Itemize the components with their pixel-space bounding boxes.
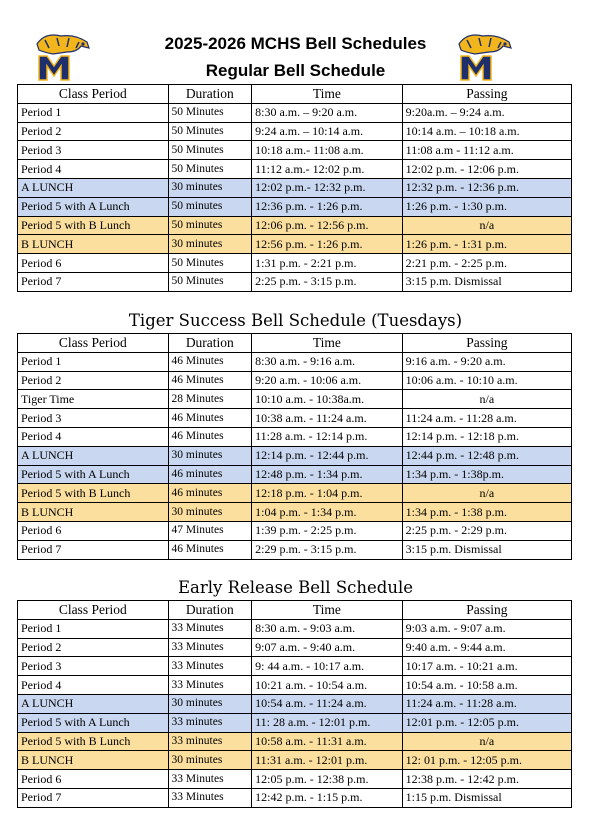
period-cell: Period 7 (18, 272, 169, 291)
passing-cell: 12:14 p.m. - 12:18 p.m. (402, 427, 571, 446)
table-row (18, 178, 572, 197)
passing-cell: 1:34 p.m. - 1:38 p.m. (402, 503, 571, 522)
section-title-tiger-success: Tiger Success Bell Schedule (Tuesdays) (128, 311, 463, 330)
time-cell: 11: 28 a.m. - 12:01 p.m. (252, 713, 403, 732)
passing-cell: 1:34 p.m. - 1:38p.m. (402, 465, 571, 484)
period-cell: Period 7 (18, 788, 169, 807)
column-header: Class Period (18, 334, 169, 353)
table-row (18, 427, 572, 446)
period-cell: Period 6 (18, 254, 169, 273)
duration-cell: 46 minutes (168, 484, 252, 503)
period-cell: Period 1 (18, 103, 169, 122)
time-cell: 10:18 a.m.- 11:08 a.m. (252, 141, 403, 160)
duration-cell: 50 Minutes (168, 141, 252, 160)
duration-cell: 33 Minutes (168, 770, 252, 789)
passing-cell: n/a (402, 390, 571, 409)
period-cell: B LUNCH (18, 751, 169, 770)
table-row (18, 197, 572, 216)
duration-cell: 33 minutes (168, 732, 252, 751)
column-header: Time (252, 334, 403, 353)
time-cell: 1:31 p.m. - 2:21 p.m. (252, 254, 403, 273)
table-row (18, 521, 572, 540)
duration-cell: 47 Minutes (168, 521, 252, 540)
period-cell: Period 6 (18, 521, 169, 540)
passing-cell: 2:21 p.m. - 2:25 p.m. (402, 254, 571, 273)
passing-cell: 1:26 p.m. - 1:31 p.m. (402, 235, 571, 254)
period-cell: Period 5 with B Lunch (18, 484, 169, 503)
time-cell: 9:24 a.m. – 10:14 a.m. (252, 122, 403, 141)
duration-cell: 50 Minutes (168, 254, 252, 273)
passing-cell: n/a (402, 732, 571, 751)
time-cell: 1:04 p.m. - 1:34 p.m. (252, 503, 403, 522)
passing-cell: 2:25 p.m. - 2:29 p.m. (402, 521, 571, 540)
passing-cell: 12: 01 p.m. - 12:05 p.m. (402, 751, 571, 770)
period-cell: Period 7 (18, 540, 169, 559)
time-cell: 9:07 a.m. - 9:40 a.m. (252, 638, 403, 657)
passing-cell: 9:03 a.m. - 9:07 a.m. (402, 619, 571, 638)
duration-cell: 50 Minutes (168, 272, 252, 291)
passing-cell: 9:40 a.m. - 9:44 a.m. (402, 638, 571, 657)
time-cell: 12:05 p.m. - 12:38 p.m. (252, 770, 403, 789)
time-cell: 8:30 a.m. - 9:16 a.m. (252, 352, 403, 371)
time-cell: 11:12 a.m.- 12:02 p.m. (252, 160, 403, 179)
duration-cell: 33 Minutes (168, 676, 252, 695)
table-row (18, 619, 572, 638)
period-cell: Period 4 (18, 427, 169, 446)
time-cell: 12:56 p.m. - 1:26 p.m. (252, 235, 403, 254)
duration-cell: 50 minutes (168, 197, 252, 216)
table-header-row (18, 85, 572, 104)
time-cell: 10:21 a.m. - 10:54 a.m. (252, 676, 403, 695)
passing-cell: 12:32 p.m. - 12:36 p.m. (402, 178, 571, 197)
duration-cell: 30 minutes (168, 178, 252, 197)
time-cell: 10:38 a.m. - 11:24 a.m. (252, 409, 403, 428)
duration-cell: 46 minutes (168, 465, 252, 484)
time-cell: 12:42 p.m. - 1:15 p.m. (252, 788, 403, 807)
column-header: Passing (402, 601, 571, 620)
duration-cell: 30 minutes (168, 694, 252, 713)
table-row (18, 484, 572, 503)
table-row (18, 465, 572, 484)
period-cell: Period 4 (18, 676, 169, 695)
table-row (18, 390, 572, 409)
time-cell: 11:28 a.m. - 12:14 p.m. (252, 427, 403, 446)
passing-cell: 12:02 p.m. - 12:06 p.m. (402, 160, 571, 179)
tiger-success-schedule-table (17, 333, 572, 560)
table-row (18, 216, 572, 235)
period-cell: A LUNCH (18, 446, 169, 465)
time-cell: 10:54 a.m. - 11:24 a.m. (252, 694, 403, 713)
period-cell: Period 2 (18, 638, 169, 657)
column-header: Time (252, 85, 403, 104)
table-row (18, 657, 572, 676)
period-cell: Tiger Time (18, 390, 169, 409)
time-cell: 10:58 a.m. - 11:31 a.m. (252, 732, 403, 751)
time-cell: 11:31 a.m. - 12:01 p.m. (252, 751, 403, 770)
passing-cell: n/a (402, 484, 571, 503)
page-title: 2025-2026 MCHS Bell Schedules (164, 34, 427, 53)
period-cell: Period 4 (18, 160, 169, 179)
passing-cell: 10:06 a.m. - 10:10 a.m. (402, 371, 571, 390)
passing-cell: 11:08 a.m - 11:12 a.m. (402, 141, 571, 160)
table-row (18, 352, 572, 371)
table-row (18, 503, 572, 522)
passing-cell: 1:15 p.m. Dismissal (402, 788, 571, 807)
table-row (18, 770, 572, 789)
period-cell: Period 1 (18, 619, 169, 638)
passing-cell: 10:14 a.m. – 10:18 a.m. (402, 122, 571, 141)
table-row (18, 160, 572, 179)
duration-cell: 50 Minutes (168, 103, 252, 122)
passing-cell: 12:44 p.m. - 12:48 p.m. (402, 446, 571, 465)
time-cell: 10:10 a.m. - 10:38a.m. (252, 390, 403, 409)
table-row (18, 638, 572, 657)
passing-cell: 10:54 a.m. - 10:58 a.m. (402, 676, 571, 695)
time-cell: 12:18 p.m. - 1:04 p.m. (252, 484, 403, 503)
passing-cell: 3:15 p.m. Dismissal (402, 540, 571, 559)
column-header: Passing (402, 334, 571, 353)
duration-cell: 33 Minutes (168, 638, 252, 657)
column-header: Duration (168, 334, 252, 353)
column-header: Class Period (18, 601, 169, 620)
duration-cell: 46 Minutes (168, 352, 252, 371)
passing-cell: 11:24 a.m. - 11:28 a.m. (402, 409, 571, 428)
duration-cell: 30 minutes (168, 751, 252, 770)
column-header: Class Period (18, 85, 169, 104)
time-cell: 12:36 p.m. - 1:26 p.m. (252, 197, 403, 216)
section-title-regular: Regular Bell Schedule (205, 61, 386, 80)
table-row (18, 235, 572, 254)
duration-cell: 33 minutes (168, 713, 252, 732)
table-row (18, 694, 572, 713)
duration-cell: 33 Minutes (168, 657, 252, 676)
table-row (18, 540, 572, 559)
column-header: Duration (168, 85, 252, 104)
period-cell: B LUNCH (18, 503, 169, 522)
duration-cell: 50 minutes (168, 216, 252, 235)
period-cell: A LUNCH (18, 178, 169, 197)
table-row (18, 788, 572, 807)
period-cell: Period 2 (18, 122, 169, 141)
duration-cell: 46 Minutes (168, 427, 252, 446)
time-cell: 12:48 p.m. - 1:34 p.m. (252, 465, 403, 484)
period-cell: Period 2 (18, 371, 169, 390)
table-row (18, 141, 572, 160)
passing-cell: 12:38 p.m. - 12:42 p.m. (402, 770, 571, 789)
table-row (18, 103, 572, 122)
period-cell: Period 5 with A Lunch (18, 197, 169, 216)
time-cell: 8:30 a.m. – 9:20 a.m. (252, 103, 403, 122)
table-row (18, 446, 572, 465)
time-cell: 9:20 a.m. - 10:06 a.m. (252, 371, 403, 390)
period-cell: Period 3 (18, 141, 169, 160)
section-title-early-release: Early Release Bell Schedule (177, 578, 413, 597)
duration-cell: 33 Minutes (168, 619, 252, 638)
period-cell: A LUNCH (18, 694, 169, 713)
period-cell: Period 3 (18, 657, 169, 676)
period-cell: Period 5 with B Lunch (18, 216, 169, 235)
passing-cell: 9:20a.m. – 9:24 a.m. (402, 103, 571, 122)
duration-cell: 33 Minutes (168, 788, 252, 807)
duration-cell: 46 Minutes (168, 409, 252, 428)
period-cell: Period 3 (18, 409, 169, 428)
regular-schedule-table (17, 84, 572, 292)
table-row (18, 409, 572, 428)
column-header: Passing (402, 85, 571, 104)
table-row (18, 122, 572, 141)
passing-cell: n/a (402, 216, 571, 235)
table-row (18, 676, 572, 695)
time-cell: 12:02 p.m.- 12:32 p.m. (252, 178, 403, 197)
time-cell: 12:06 p.m. - 12:56 p.m. (252, 216, 403, 235)
duration-cell: 46 Minutes (168, 540, 252, 559)
table-row (18, 732, 572, 751)
passing-cell: 12:01 p.m. - 12:05 p.m. (402, 713, 571, 732)
period-cell: B LUNCH (18, 235, 169, 254)
duration-cell: 50 Minutes (168, 122, 252, 141)
period-cell: Period 1 (18, 352, 169, 371)
passing-cell: 3:15 p.m. Dismissal (402, 272, 571, 291)
passing-cell: 10:17 a.m. - 10:21 a.m. (402, 657, 571, 676)
column-header: Duration (168, 601, 252, 620)
duration-cell: 50 Minutes (168, 160, 252, 179)
table-header-row (18, 601, 572, 620)
time-cell: 2:29 p.m. - 3:15 p.m. (252, 540, 403, 559)
duration-cell: 30 minutes (168, 235, 252, 254)
column-header: Time (252, 601, 403, 620)
time-cell: 12:14 p.m. - 12:44 p.m. (252, 446, 403, 465)
time-cell: 8:30 a.m. - 9:03 a.m. (252, 619, 403, 638)
early-release-schedule-table (17, 600, 572, 808)
period-cell: Period 5 with B Lunch (18, 732, 169, 751)
duration-cell: 30 minutes (168, 446, 252, 465)
period-cell: Period 5 with A Lunch (18, 465, 169, 484)
passing-cell: 1:26 p.m. - 1:30 p.m. (402, 197, 571, 216)
period-cell: Period 5 with A Lunch (18, 713, 169, 732)
time-cell: 9: 44 a.m. - 10:17 a.m. (252, 657, 403, 676)
period-cell: Period 6 (18, 770, 169, 789)
table-row (18, 371, 572, 390)
table-row (18, 254, 572, 273)
table-row (18, 713, 572, 732)
table-row (18, 272, 572, 291)
passing-cell: 9:16 a.m. - 9:20 a.m. (402, 352, 571, 371)
duration-cell: 46 Minutes (168, 371, 252, 390)
duration-cell: 30 minutes (168, 503, 252, 522)
time-cell: 2:25 p.m. - 3:15 p.m. (252, 272, 403, 291)
duration-cell: 28 Minutes (168, 390, 252, 409)
table-header-row (18, 334, 572, 353)
time-cell: 1:39 p.m. - 2:25 p.m. (252, 521, 403, 540)
passing-cell: 11:24 a.m. - 11:28 a.m. (402, 694, 571, 713)
table-row (18, 751, 572, 770)
